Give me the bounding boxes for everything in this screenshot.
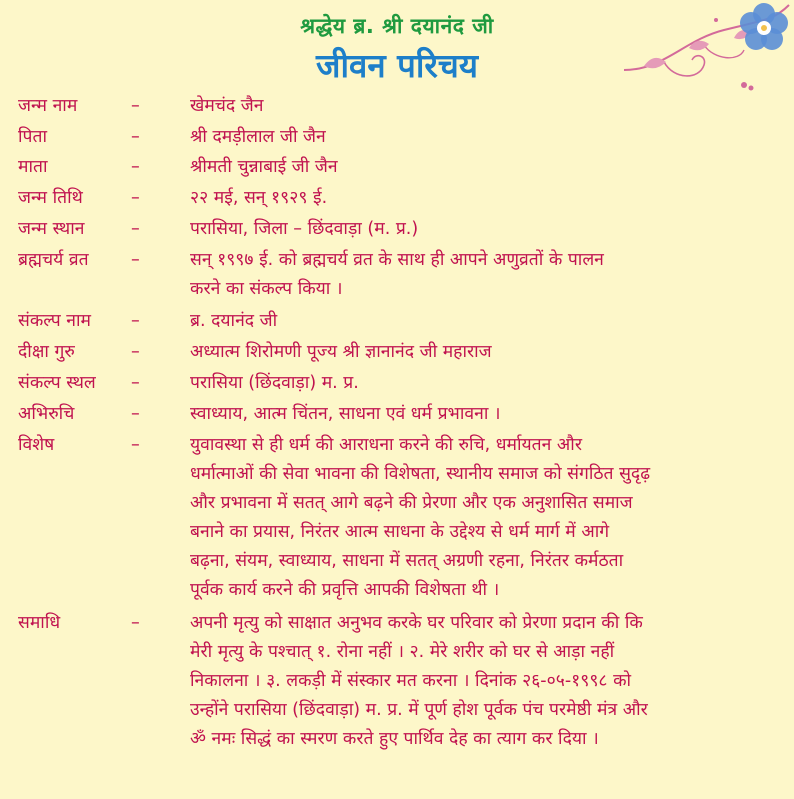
separator-dash: – bbox=[131, 373, 140, 393]
detail-value-line: करने का संकल्प किया । bbox=[190, 279, 343, 299]
detail-label: विशेष bbox=[18, 435, 55, 455]
detail-label: अभिरुचि bbox=[18, 404, 75, 424]
detail-label: जन्म स्थान bbox=[18, 219, 85, 239]
detail-value-line: स्वाध्याय, आत्म चिंतन, साधना एवं धर्म प्रभावना । bbox=[190, 404, 501, 424]
separator-dash: – bbox=[131, 96, 140, 116]
detail-value-line: धर्मात्माओं की सेवा भावना की विशेषता, स्थानीय समाज को संगठित सुदृढ़ bbox=[190, 464, 651, 484]
detail-value-line: श्रीमती चुन्नाबाई जी जैन bbox=[190, 157, 338, 177]
detail-value bbox=[190, 153, 770, 182]
flower-vine-icon bbox=[604, 0, 794, 100]
detail-value-line: अध्यात्म शिरोमणी पूज्य श्री ज्ञानानंद जी महाराज bbox=[190, 342, 492, 362]
detail-value-line: निकालना । ३. लकड़ी में संस्कार मत करना । दिनांक २६-०५-१९९८ को bbox=[190, 671, 632, 691]
detail-value-line: श्री दमड़ीलाल जी जैन bbox=[190, 127, 326, 147]
detail-value bbox=[190, 609, 770, 754]
berry bbox=[749, 86, 754, 91]
separator-dash: – bbox=[131, 188, 140, 208]
detail-label: पिता bbox=[18, 127, 47, 147]
separator-dash: – bbox=[131, 250, 140, 270]
detail-label: माता bbox=[18, 157, 48, 177]
detail-label: जन्म तिथि bbox=[18, 188, 83, 208]
detail-label: संकल्प नाम bbox=[18, 311, 91, 331]
detail-value-line: बढ़ना, संयम, स्वाध्याय, साधना में सतत् अग्रणी रहना, निरंतर कर्मठता bbox=[190, 551, 624, 571]
detail-value-line: पूर्वक कार्य करने की प्रवृत्ति आपकी विशेषता थी । bbox=[190, 580, 500, 600]
detail-value-line: अपनी मृत्यु को साक्षात अनुभव करके घर परिवार को प्रेरणा प्रदान की कि bbox=[190, 613, 643, 633]
berry bbox=[714, 18, 718, 22]
detail-value-line: ब्र. दयानंद जी bbox=[190, 311, 278, 331]
detail-label: समाधि bbox=[18, 613, 61, 633]
detail-value bbox=[190, 123, 770, 152]
detail-value bbox=[190, 92, 770, 121]
detail-value-line: परासिया (छिंदवाड़ा) म. प्र. bbox=[190, 373, 359, 393]
detail-value bbox=[190, 246, 770, 304]
detail-value-line: बनाने का प्रयास, निरंतर आत्म साधना के उद्देश्य से धर्म मार्ग में आगे bbox=[190, 522, 610, 542]
page-title: जीवन परिचय bbox=[315, 46, 479, 85]
detail-value bbox=[190, 369, 770, 398]
separator-dash: – bbox=[131, 311, 140, 331]
detail-label: जन्म नाम bbox=[18, 96, 78, 116]
separator-dash: – bbox=[131, 157, 140, 177]
separator-dash: – bbox=[131, 435, 140, 455]
detail-value-line: मेरी मृत्यु के पश्चात् १. रोना नहीं । २. मेरे शरीर को घर से आड़ा नहीं bbox=[190, 642, 615, 662]
detail-value bbox=[190, 307, 770, 336]
detail-label: ब्रह्मचर्य व्रत bbox=[18, 250, 89, 270]
vine-curl-2 bbox=[704, 45, 744, 58]
detail-value-line: परासिया, जिला – छिंदवाड़ा (म. प्र.) bbox=[190, 219, 419, 239]
detail-value-line: और प्रभावना में सतत् आगे बढ़ने की प्रेरणा और एक अनुशासित समाज bbox=[190, 493, 633, 513]
detail-label: दीक्षा गुरु bbox=[18, 342, 75, 362]
detail-value bbox=[190, 431, 770, 605]
detail-value-line: २२ मई, सन् १९२९ ई. bbox=[190, 188, 328, 208]
detail-value bbox=[190, 400, 770, 429]
vine-curl bbox=[664, 56, 705, 76]
detail-value-line: युवावस्था से ही धर्म की आराधना करने की रुचि, धर्मायतन और bbox=[190, 435, 582, 455]
separator-dash: – bbox=[131, 219, 140, 239]
detail-value-line: खेमचंद जैन bbox=[190, 96, 264, 116]
separator-dash: – bbox=[131, 613, 140, 633]
detail-label: संकल्प स्थल bbox=[18, 373, 96, 393]
detail-value bbox=[190, 184, 770, 213]
detail-value-line: ॐ नमः सिद्धं का स्मरण करते हुए पार्थिव देह का त्याग कर दिया । bbox=[190, 729, 599, 749]
flower-icon bbox=[740, 3, 788, 50]
berry bbox=[741, 82, 747, 88]
page-subtitle: श्रद्धेय ब्र. श्री दयानंद जी bbox=[300, 14, 494, 38]
separator-dash: – bbox=[131, 127, 140, 147]
detail-value bbox=[190, 338, 770, 367]
detail-value-line: उन्होंने परासिया (छिंदवाड़ा) म. प्र. में पूर्ण होश पूर्वक पंच परमेष्ठी मंत्र और bbox=[190, 700, 648, 720]
detail-value bbox=[190, 215, 770, 244]
separator-dash: – bbox=[131, 404, 140, 424]
separator-dash: – bbox=[131, 342, 140, 362]
detail-value-line: सन् १९९७ ई. को ब्रह्मचर्य व्रत के साथ ही आपने अणुव्रतों के पालन bbox=[190, 250, 604, 270]
